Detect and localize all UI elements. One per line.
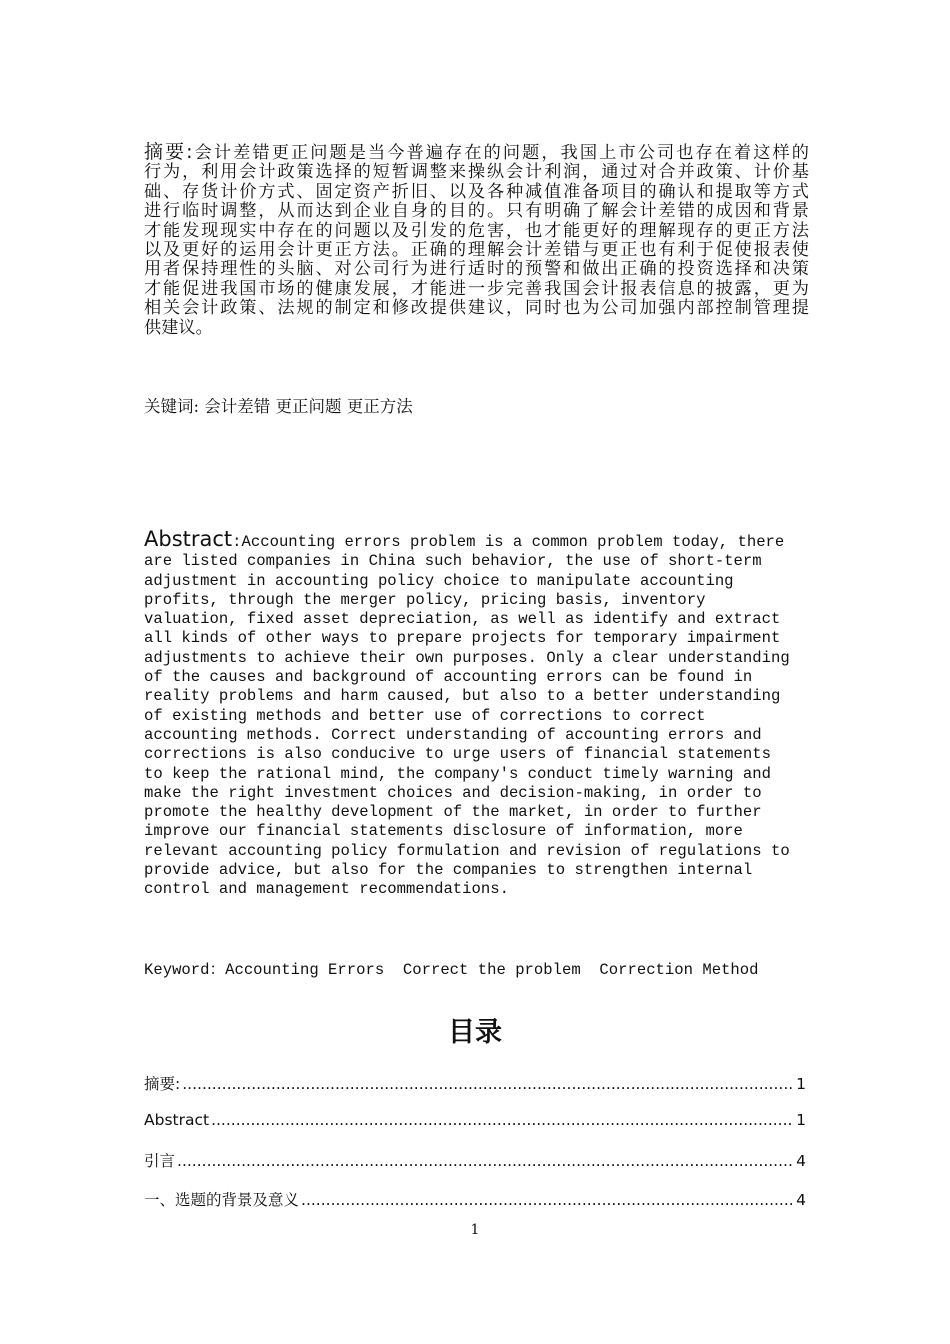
abstract-cn-text: 供建议。: [144, 317, 213, 338]
abstract-en: [144, 527, 814, 900]
abstract-cn-line: [144, 143, 809, 163]
toc-entry-page: 1: [796, 1075, 806, 1093]
abstract-cn-text: 才能促进我国市场的健康发展，才能进一步完善我国会计报表信息的披露，更为: [144, 278, 809, 299]
page-number: 1: [470, 1222, 480, 1238]
toc-entry-label: Abstract: [144, 1110, 210, 1129]
abstract-cn-line: [144, 241, 809, 260]
abstract-en-line: [144, 610, 814, 629]
abstract-en-line: [144, 842, 814, 861]
abstract-en-text: relevant accounting policy formulation and revision of regulations to: [144, 841, 790, 860]
toc-entry-label: 摘要:: [144, 1075, 181, 1093]
abstract-cn-text: 进行临时调整，从而达到企业自身的目的。只有明确了解会计差错的成因和背景: [144, 201, 809, 222]
abstract-cn-text: 相关会计政策、法规的制定和修改提供建议，同时也为公司加强内部控制管理提: [144, 298, 809, 319]
abstract-en-text: reality problems and harm caused, but also to a better understanding: [144, 687, 781, 706]
abstract-en-line: [144, 649, 814, 668]
abstract-en-text: adjustment in accounting policy choice to manipulate accounting: [144, 571, 734, 590]
abstract-en-line: [144, 726, 814, 745]
abstract-en-text: profits, through the merger policy, pricing basis, inventory: [144, 590, 706, 609]
abstract-en-text: improve our financial statements disclosure of information, more: [144, 822, 743, 841]
abstract-cn-line: [144, 319, 809, 338]
abstract-cn-text: 行为，利用会计政策选择的短暂调整来操纵会计利润，通过对合并政策、计价基: [144, 162, 809, 183]
table-of-contents: [144, 1072, 806, 1226]
keywords-en: Keyword：Accounting Errors Correct the problem Correction Method: [144, 961, 759, 979]
toc-entry-label: 引言: [144, 1152, 176, 1170]
abstract-en-line: [144, 629, 814, 648]
abstract-en-line: [144, 803, 814, 822]
toc-dot-leader: [301, 1191, 794, 1209]
toc-dot-leader: [182, 1075, 794, 1093]
abstract-cn-line: [144, 260, 809, 279]
abstract-en-line: [144, 572, 814, 591]
abstract-cn-text: 会计差错更正问题是当今普遍存在的问题，我国上市公司也存在着这样的: [192, 143, 809, 163]
abstract-cn-text: 用者保持理性的头脑、对公司行为进行适时的预警和做出正确的投资选择和决策: [144, 259, 809, 280]
abstract-en-line: [144, 668, 814, 687]
abstract-en-text: valuation, fixed asset depreciation, as well as identify and extract: [144, 610, 781, 629]
abstract-en-text: adjustments to achieve their own purposes. Only a clear understanding: [144, 648, 790, 667]
toc-entry-label: 一、选题的背景及意义: [144, 1190, 300, 1209]
abstract-cn-line: [144, 222, 809, 241]
toc-title: 目录: [448, 1017, 502, 1048]
abstract-cn-line: [144, 299, 809, 318]
abstract-en-text: :Accounting errors problem is a common problem today, there: [232, 533, 785, 551]
toc-entry-page: 4: [796, 1190, 806, 1209]
abstract-en-line: [144, 745, 814, 764]
abstract-en-text: provide advice, but also for the companies to strengthen internal: [144, 861, 753, 880]
abstract-en-text: promote the healthy development of the market, in order to further: [144, 803, 762, 822]
abstract-cn-text: 才能发现现实中存在的问题以及引发的危害，也才能更好的理解现存的更正方法: [144, 220, 809, 241]
abstract-cn-line: [144, 280, 809, 299]
abstract-en-line: [144, 861, 814, 880]
toc-entry[interactable]: [144, 1149, 806, 1188]
abstract-cn-text: 础、存货计价方式、固定资产折旧、以及各种减值准备项目的确认和提取等方式: [144, 181, 809, 202]
abstract-en-line: [144, 707, 814, 726]
abstract-en-text: of the causes and background of accounting errors can be found in: [144, 668, 753, 687]
abstract-en-line: [144, 880, 814, 899]
abstract-cn-line: [144, 183, 809, 202]
abstract-en-line: [144, 822, 814, 841]
toc-entry[interactable]: [144, 1072, 806, 1111]
abstract-en-text: corrections is also conducive to urge users of financial statements: [144, 745, 771, 764]
abstract-en-line: [144, 765, 814, 784]
abstract-cn-line: [144, 202, 809, 221]
abstract-en-line: [144, 591, 814, 610]
abstract-en-text: are listed companies in China such behavior, the use of short-term: [144, 552, 762, 571]
abstract-en-line: [144, 687, 814, 706]
abstract-cn-line: [144, 163, 809, 182]
toc-entry[interactable]: [144, 1111, 806, 1150]
abstract-en-text: all kinds of other ways to prepare projects for temporary impairment: [144, 629, 781, 648]
abstract-en-text: make the right investment choices and decision-making, in order to: [144, 783, 762, 802]
abstract-en-text: control and management recommendations.: [144, 880, 509, 899]
keywords-cn: 关键词: 会计差错 更正问题 更正方法: [144, 397, 413, 416]
abstract-en-text: of existing methods and better use of corrections to correct: [144, 706, 706, 725]
abstract-en-line: [144, 784, 814, 803]
toc-dot-leader: [177, 1152, 794, 1170]
abstract-cn-text: 以及更好的运用会计更正方法。正确的理解会计差错与更正也有利于促使报表使: [144, 240, 809, 261]
toc-entry[interactable]: [144, 1188, 806, 1227]
abstract-cn: [144, 143, 809, 338]
abstract-en-line: [144, 527, 814, 552]
abstract-en-text: accounting methods. Correct understanding of accounting errors and: [144, 725, 762, 744]
toc-entry-page: 4: [796, 1152, 806, 1170]
toc-entry-page: 1: [796, 1110, 806, 1129]
abstract-en-label: Abstract: [144, 527, 233, 551]
abstract-en-line: [144, 552, 814, 571]
toc-dot-leader: [211, 1111, 794, 1129]
abstract-en-text: to keep the rational mind, the company's conduct timely warning and: [144, 764, 771, 783]
abstract-cn-label: 摘要:: [144, 141, 193, 163]
